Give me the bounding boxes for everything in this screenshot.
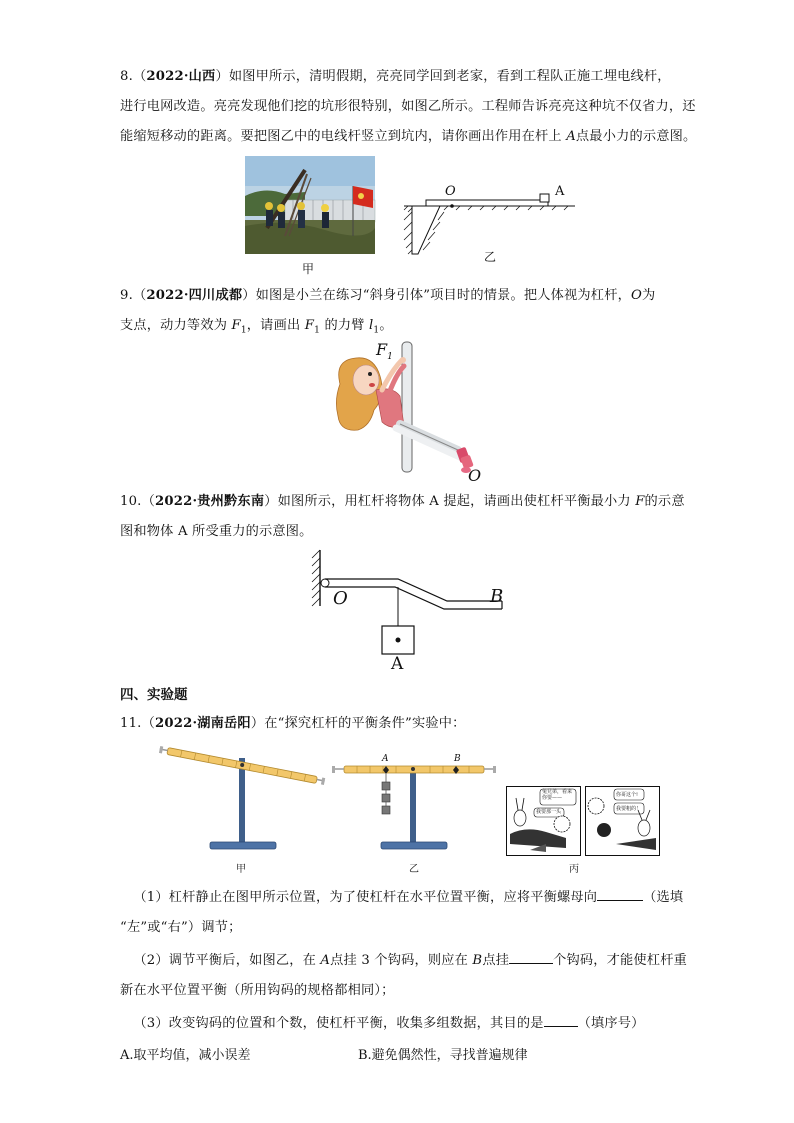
- q11-figure-c-caption: 丙: [569, 864, 579, 875]
- q11-comic-bubble-1: 兔兄弟，看来你要——: [542, 789, 573, 801]
- q11-comic-bubble-2: 我要那一头: [536, 809, 562, 815]
- q11-sub1-line-1: （1）杠杆静止在图甲所示位置，为了使杠杆在水平位置平衡，应将平衡螺母向 （选填: [120, 883, 700, 913]
- q11-point-label-B: B: [454, 754, 461, 764]
- q10-object-label-A: A: [391, 654, 404, 674]
- q10-end-label-B: B: [490, 586, 504, 607]
- q8-point-label-A: A: [555, 184, 565, 199]
- q11-sub-question-1: [120, 883, 700, 943]
- q11-figure-a-caption: 甲: [236, 864, 246, 875]
- q11-point-label-A: A: [382, 754, 389, 764]
- q8-photo-figure: [245, 156, 375, 254]
- q9-line-1: 9.（2022·四川成都）如图是小兰在练习“斜身引体”项目时的情景。把人体视为杠杆，O为: [120, 288, 656, 303]
- q9-force-label: $F_1$: [376, 340, 393, 363]
- q11-sub-question-2: [120, 946, 700, 1006]
- q9-pullup-figure: [330, 340, 500, 482]
- q11-lever-tilted-figure: [158, 744, 326, 856]
- question-9: [120, 281, 700, 346]
- q11-line-1: 11.（2022·湖南岳阳）在“探究杠杆的平衡条件”实验中：: [120, 716, 466, 731]
- q11-lever-balanced-figure: [330, 752, 500, 856]
- q8-line-1: 8.（2022·山西）如图甲所示，清明假期，亮亮同学回到老家，看到工程队正施工埋电线杆，: [120, 69, 671, 84]
- q10-line-1: 10.（2022·贵州黔东南）如图所示，用杠杆将物体 A 提起，请画出使杠杆平衡最小力 F的示意: [120, 494, 685, 509]
- q10-line-2: 图和物体 A 所受重力的示意图。: [120, 524, 313, 539]
- q8-figure-b-caption: 乙: [484, 250, 497, 264]
- q11-sub3-line-1: （3）改变钩码的位置和个数，使杠杆平衡，收集多组数据，其目的是 （填序号）: [120, 1009, 700, 1039]
- q11-sub2-line-1: （2）调节平衡后，如图乙，在 A点挂 3 个钩码，则应在 B点挂 个钩码，才能使杠杆重: [120, 946, 700, 976]
- q10-source: 2022·贵州黔东南: [154, 494, 265, 509]
- q11-figure-b-caption: 乙: [409, 864, 419, 875]
- q9-line-2: 支点，动力等效为 $F_1$，请画出 $F_1$ 的力臂 $l_1$。: [120, 318, 393, 336]
- q11-option-a[interactable]: A.取平均值，减小误差: [120, 1048, 251, 1063]
- q8-pit-diagram: [400, 176, 580, 258]
- q9-source: 2022·四川成都: [146, 288, 243, 303]
- q8-line-3: 能缩短移动的距离。要把图乙中的电线杆竖立到坑内，请你画出作用在杆上 A点最小力的示意图。: [120, 129, 697, 144]
- q11-option-b[interactable]: B.避免偶然性，寻找普遍规律: [358, 1048, 528, 1063]
- q8-source: 2022·山西: [146, 69, 216, 84]
- q10-pivot-label-O: O: [333, 588, 348, 609]
- q11-sub-question-3: [120, 1009, 700, 1039]
- answer-blank-3[interactable]: [544, 1012, 578, 1027]
- question-11: [120, 709, 700, 739]
- q9-pivot-label-O: O: [468, 466, 482, 485]
- q8-figure-a-caption: 甲: [302, 262, 315, 276]
- answer-blank-1[interactable]: [597, 886, 643, 901]
- answer-blank-2[interactable]: [509, 949, 553, 964]
- q11-comic-bubble-3: 你哥这个!: [616, 792, 639, 798]
- q11-source: 2022·湖南岳阳: [154, 716, 251, 731]
- q8-pivot-label-O: O: [445, 184, 456, 199]
- section-heading-experiment: 四、实验题: [120, 687, 188, 703]
- question-8: [120, 62, 700, 152]
- q11-sub2-line-2: 新在水平位置平衡（所用钩码的规格都相同）；: [120, 983, 395, 998]
- q8-line-2: 进行电网改造。亮亮发现他们挖的坑形很特别，如图乙所示。工程师告诉亮亮这种坑不仅省力，还: [120, 99, 696, 114]
- q11-comic-bubble-4: 我要粗的！: [616, 806, 642, 812]
- q11-sub1-line-2: “左”或“右”）调节；: [120, 920, 242, 935]
- question-10: [120, 487, 700, 547]
